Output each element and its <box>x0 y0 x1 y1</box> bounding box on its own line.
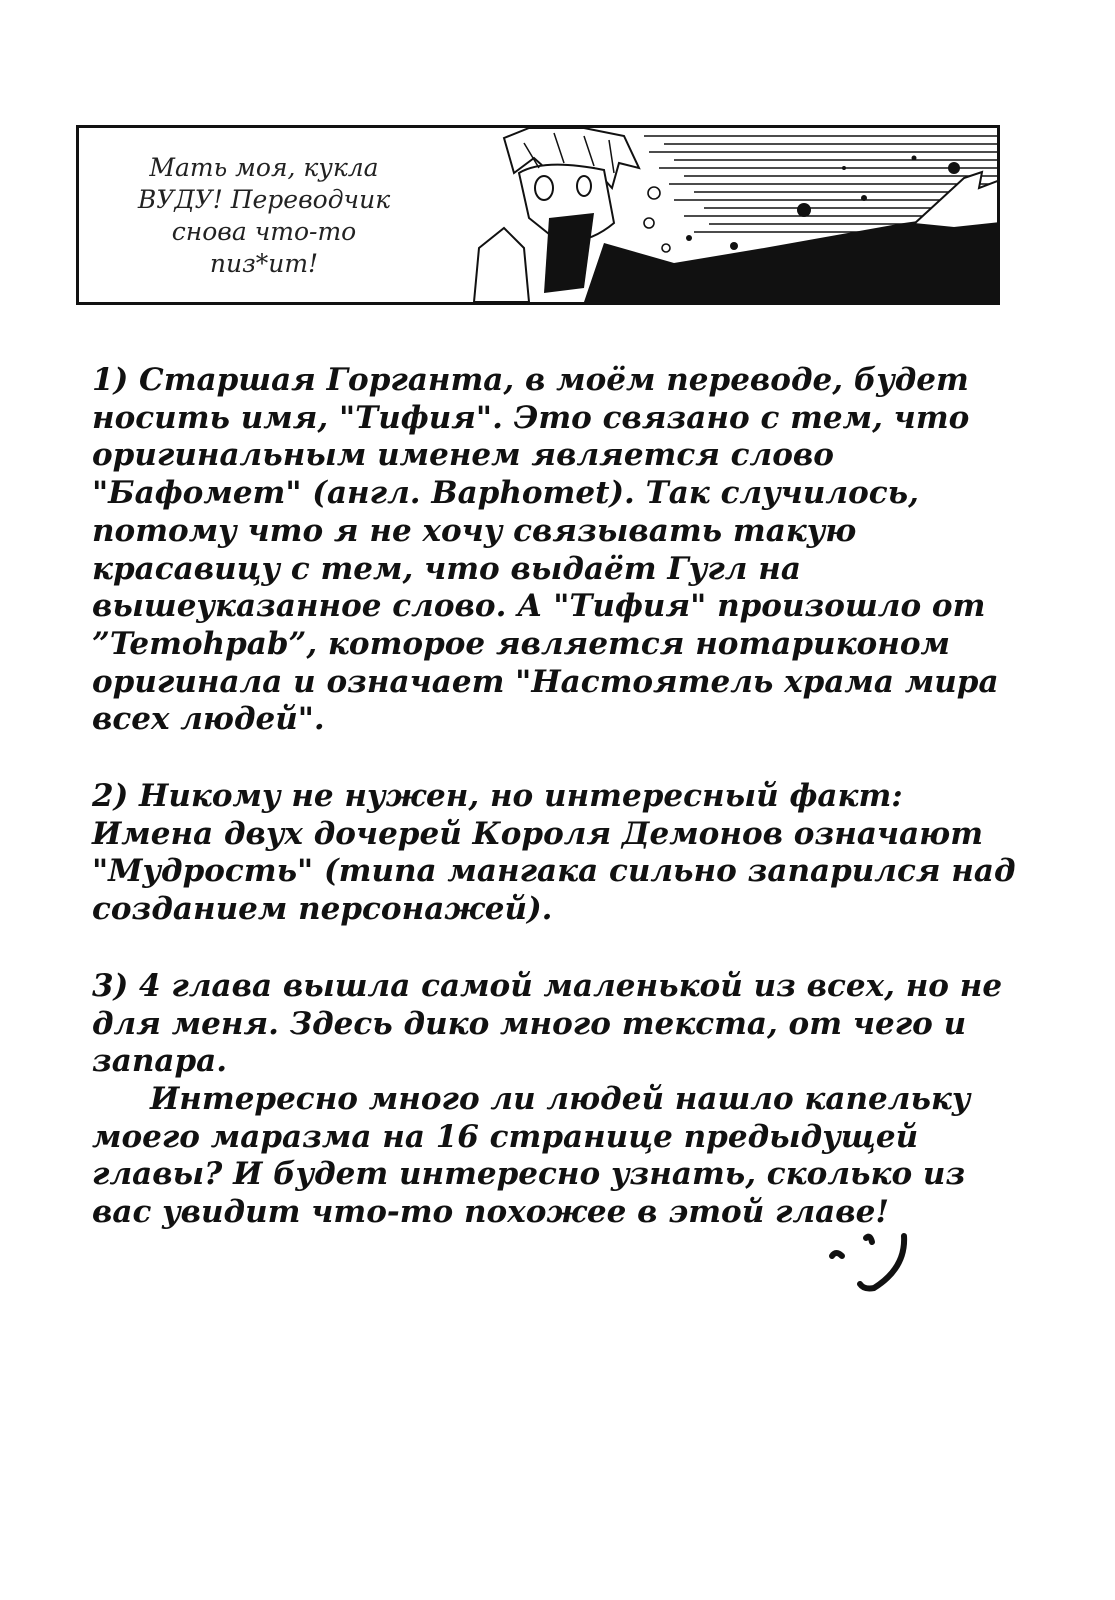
character-mouth <box>544 213 594 293</box>
banner-line: ВУДУ! Переводчик <box>137 185 391 214</box>
banner-line: снова что-то <box>171 217 357 246</box>
ink-bubbles <box>644 187 670 252</box>
smiley-face-icon <box>826 1228 912 1296</box>
header-panel <box>76 125 1000 305</box>
manga-panel-illustration <box>434 128 1000 302</box>
banner-caption <box>99 152 429 280</box>
note-paragraph-2: 2) Никому не нужен, но интересный факт: Имена двух дочерей Короля Демонов означают "Мудрость" (типа мангака сильно запарился над созданием персонажей). <box>92 778 1016 928</box>
translator-notes <box>92 362 1022 1232</box>
note-paragraph-4: Интересно много ли людей нашло капельку моего маразма на 16 странице предыдущей главы? И будет интересно узнать, сколько из вас увидит что-то похожее в этой главе! <box>92 1080 971 1231</box>
banner-line: Мать моя, кукла <box>149 153 379 182</box>
note-paragraph-1: 1) Старшая Горганта, в моём переводе, будет носить имя, "Тифия". Это связано с тем, что оригинальным именем является слово "Бафомет" (англ. Baphomet). Так случилось, потому что я не хочу связывать такую красавицу с тем, что выдаёт Гугл на вышеуказанное слово. А "Тифия" произошло от ”Temohpab”, которое является нотариконом оригинала и означает "Настоятель храма мира всех людей". <box>92 362 999 738</box>
character-raised-hand <box>474 228 529 302</box>
banner-line: пиз*ит! <box>209 249 319 278</box>
note-paragraph-3: 3) 4 глава вышла самой маленькой из всех, но не для меня. Здесь дико много текста, от чего и запара. <box>92 967 1003 1080</box>
